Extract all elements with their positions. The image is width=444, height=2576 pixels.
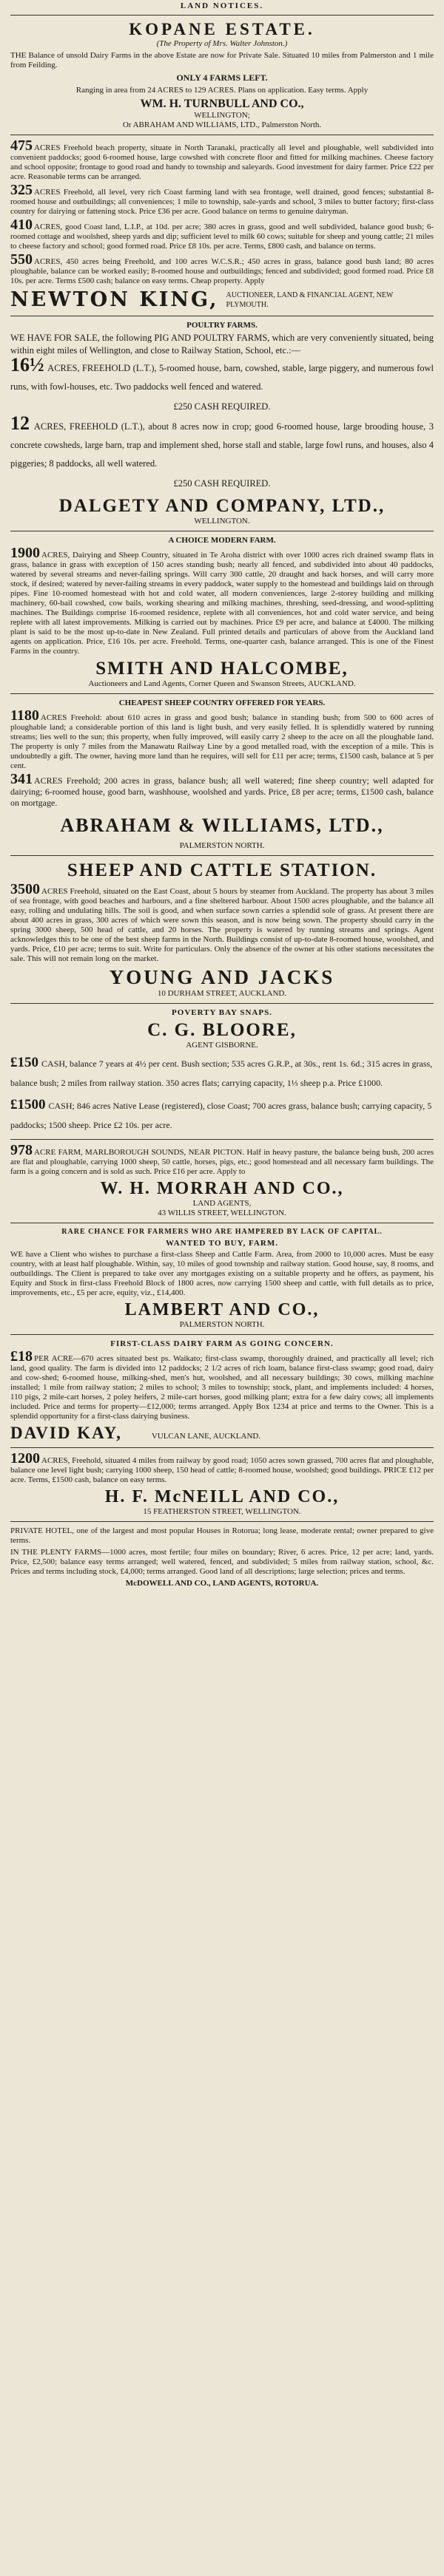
- poultry-farms-ad: [10, 321, 434, 526]
- brand-address: 15 FEATHERSTON STREET, WELLINGTON.: [143, 1507, 301, 1516]
- brand-place: PALMERSTON NORTH.: [179, 841, 265, 850]
- ad-body: £18 PER ACRE—670 acres situated best ps. Waikato; first-class swamp, thoroughly drained, and practically all level; rich land, good quality. The farm is divided into 12 paddocks; 2 1/2 acres of rich loam, balance first-class swamp; good road, dairy and cow-shed; 6-roomed house, milking-shed, men's hut, woolshed, and all necessary buildings; 30 cows, milking machine installed; 1 mile from railway station; 2 miles to school; 3 miles to township; stock, plant, and implements included: 4 horses, 110 pigs, 2 mile-cart horses, 2 poley heifers, 2 mile-cart horses, good milking plant; extra for a few dairy cows; all implements included. Price and terms for property—£12,000; terms arranged. Apply Box 1234 at price and terms to the Owner. This is a splendid opportunity for a first-class dairying business.: [10, 1348, 434, 1421]
- divider: [10, 1003, 434, 1004]
- sheep-cattle-station-ad: [10, 860, 434, 999]
- newspaper-column: [10, 0, 434, 2576]
- rotorua-ad: [10, 1526, 434, 1588]
- kopane-estate-ad: [10, 20, 434, 130]
- divider: [10, 1447, 434, 1448]
- brand-place: PALMERSTON NORTH.: [179, 1320, 265, 1329]
- ad-highlight: ONLY 4 FARMS LEFT.: [176, 72, 268, 83]
- divider: [10, 1334, 434, 1335]
- brand-name: NEWTON KING,: [10, 288, 219, 311]
- ad-title: KOPANE ESTATE.: [129, 20, 315, 38]
- brand-name: YOUNG AND JACKS: [109, 966, 335, 988]
- brand-name: McDOWELL AND CO., LAND AGENTS, ROTORUA.: [125, 1579, 319, 1588]
- listing-341: 341 ACRES Freehold; 200 acres in grass, balance bush; all well watered; fine sheep country; well adapted for dairying; 6-roomed house, good barn, washhouse, woolshed and yards. Price, £8 per acre; terms, £1500 cash, balance on mortgage.: [10, 771, 434, 808]
- ad-subtitle: (The Property of Mrs. Walter Johnston.): [156, 39, 288, 48]
- ad-body: 3500 ACRES Freehold, situated on the East Coast, about 5 hours by steamer from Auckland. The property has about 3 miles of sea frontage, with good beaches and harbours, and a fine sheltered harbour. About 1500 acres ploughable, and the balance all easy, rolling and undulating hills. The soil is good, and when surface sown carries a splendid sole of grass. At present there are about 400 acres in grass, 300 acres of which were sown this season, and is now being sown. The property should carry in the spring 3000 sheep, 500 head of cattle, and 20 horses. The property is watered by running streams and springs. Agent acknowledges this to be one of the best sheep farms in the North. Buildings consist of up-to-date 8-roomed house, woolshed, and yards. Price, £10 per acre; terms to suit. Write for particulars. Only the absence of the owner at his other stations necessitates the sale. This will not remain long on the market.: [10, 881, 434, 963]
- brand-address: VULCAN LANE, AUCKLAND.: [151, 1432, 261, 1441]
- ad-intro: WE HAVE FOR SALE, the following PIG AND POULTRY FARMS, which are very conveniently situated, being within eight miles of Wellington, and close to Railway Station, School, etc.:—: [10, 333, 434, 356]
- listing-475: 475 ACRES Freehold beach property, situate in North Taranaki, practically all level and ploughable, well subdivided into convenient paddocks; good 6-roomed house, large cowshed with concrete floor and fitted for milking machines. Cheese factory and school opposite; frontage to good road and handy to township and saleyards. Good investment for dairy farmer. Price £22 per acre. Reasonable terms can be arranged.: [10, 137, 434, 181]
- alt-agent: Or ABRAHAM AND WILLIAMS, LTD., Palmerston North.: [122, 120, 322, 129]
- morrah-ad: [10, 1144, 434, 1218]
- brand-place: WELLINGTON.: [194, 517, 250, 526]
- dairy-going-concern-ad: [10, 1339, 434, 1443]
- divider: [10, 1521, 434, 1522]
- ad-range: Ranging in area from 24 ACRES to 129 ACRES. Plans on application. Easy terms. Apply: [75, 86, 369, 95]
- cheapest-sheep-country-ad: [10, 699, 434, 851]
- ad-title: POULTRY FARMS.: [186, 321, 258, 330]
- brand-address: 10 DURHAM STREET, AUCKLAND.: [157, 989, 287, 998]
- ad-body: 1200 ACRES, Freehold, situated 4 miles from railway by good road; 1050 acres sown grassed, 700 acres flat and ploughable, balance one level light bush; carrying 1000 sheep, 150 head of cattle; 8-roomed house, woolshed; good buildings. PRICE £12 per acre. Terms, £1500 cash, balance on easy terms.: [10, 1450, 434, 1484]
- ad-header: FIRST-CLASS DAIRY FARM AS GOING CONCERN.: [110, 1339, 334, 1348]
- brand-role: AUCTIONEER, LAND & FINANCIAL AGENT, NEW PLYMOUTH.: [226, 290, 394, 309]
- choice-modern-farm-ad: [10, 536, 434, 689]
- agent-place: WELLINGTON;: [194, 111, 250, 120]
- brand-name: C. G. BLOORE,: [147, 1020, 297, 1040]
- ad-header: POVERTY BAY SNAPS.: [172, 1008, 272, 1017]
- ad-body: WE have a Client who wishes to purchase a first-class Sheep and Cattle Farm. Area, from 2000 to 10,000 acres. Must be easy country, with at least half ploughable. Within, say, 10 miles of good township and railway station. Good house, say, 8 rooms, and outbuildings. The Client is prepared to take over any mortgages existing on a suitable property and he offers, as payment, his Equity and Stock in first-class Freehold Block of 1800 acres, now carrying 1500 sheep and cattle, with full details as to price, improvements, etc., £5 per acre, equity, viz., £14,400.: [10, 1250, 434, 1297]
- cash-note: £250 CASH REQUIRED.: [173, 478, 271, 489]
- listing-150: £150 CASH, balance 7 years at 4½ per cent. Bush section; 535 acres G.R.P., at 30s., rent 1s. 6d.; 315 acres in grass, balance bush; 2 miles from railway station. 350 acres flats; carrying capacity, 1⅓ sheep p.a. Price £1000.: [10, 1055, 433, 1088]
- brand-name: ABRAHAM & WILLIAMS, LTD.,: [60, 815, 384, 836]
- brand-role: AGENT GISBORNE.: [186, 1041, 258, 1050]
- divider: [10, 15, 434, 16]
- divider: [10, 1139, 434, 1140]
- brand-name: W. H. MORRAH AND CO.,: [100, 1179, 344, 1198]
- ad-title: CHEAPEST SHEEP COUNTRY OFFERED FOR YEARS.: [118, 699, 326, 707]
- ad-body: 978 ACRE FARM, MARLBOROUGH SOUNDS, NEAR PICTON. Half in heavy pasture, the balance being bush, 200 acres are flat and ploughable, carrying 1000 sheep, 50 cattle, horses, pigs, etc.; good homestead and all necessary farm buildings. The farm is a going concern and is sold as such. Price £16 per acre. Apply to: [10, 1142, 434, 1176]
- poverty-bay-ad: [10, 1008, 434, 1135]
- newton-king-ad: [10, 137, 434, 311]
- brand-role: LAND AGENTS,: [192, 1199, 252, 1208]
- listing-410: 410 ACRES, good Coast land, L.I.P., at 10d. per acre; 380 acres in grass, good and well subdivided, balance good bush; 6-roomed cottage and woolshed, sheep yards and dip; sufficient level to milk 60 cows; suitable for sheep and young cattle; 21 miles to cheese factory and school; good formed road. Price £8 10s. per acre. Terms, £800 cash, and balance on terms.: [10, 217, 434, 251]
- ad-body: PRIVATE HOTEL, one of the largest and most popular Houses in Rotorua; long lease, moderate rental; owner prepared to give terms.: [10, 1526, 434, 1545]
- ad-title: A CHOICE MODERN FARM.: [168, 536, 276, 545]
- brand-name: H. F. McNEILL AND CO.,: [104, 1487, 340, 1506]
- lambert-ad: [10, 1228, 434, 1330]
- listing-16: 16½ ACRES, FREEHOLD (L.T.), 5-roomed house, barn, cowshed, stable, large piggery, and numerous fowl runs, with fowl-houses, etc. Two paddocks well fenced and watered.: [10, 354, 434, 392]
- ad-title: SHEEP AND CATTLE STATION.: [67, 860, 377, 880]
- ad-body: THE Balance of unsold Dairy Farms in the above Estate are now for Private Sale. Situated 10 miles from Palmerston and 1 mile from Feilding.: [10, 51, 434, 69]
- ad-body: 1900 ACRES, Dairying and Sheep Country, situated in Te Aroha district with over 1000 acres rich drained swamp flats in grass, balance in grass with exception of 150 acres standing bush; nearly all fenced, and subdivided into about 40 paddocks, watered by several streams and never-failing springs. Will carry 300 cattle, 20 draught and hack horses, and will carry more stock, if desired; watered by never-failing streams in every paddock, water supply to the homestead and buildings laid on through pipes. Fine 10-roomed homestead with hot and cold water, all modern conveniences, large 2-storey building and milking machinery, 60-bail cowshed, cow bails, working shearing and milking machines, threshing, seed-dressing, and wood-splitting machines. The Buildings comprise 16-roomed residence, replete with all conveniences, hot and cold water service, and being replete with all latest improvements. Milking is carried out by machines. Price £9 per acre, and balance at £4000. The milking plant is said to be the most up-to-date in New Zealand. Full printed details and particulars of above from the Auckland land agents on application. Price, £16 10s. per acre. Freehold. Terms, one-quarter cash, balance arranged. This is one of the Finest Farms in the country.: [10, 545, 434, 656]
- ad-detail: IN THE PLENTY FARMS—1000 acres, most fertile; four miles on boundary; River, 6 acres. Price, 12 per acre; land, yards. Price, £2,500; balance easy terms arranged; well watered, fenced, and subdivided; 5 miles from railway station, school, &c. Prices and terms including stock, £4,000; terms arranged. Good land of all descriptions; large selection; prices and terms.: [10, 1548, 434, 1576]
- brand-name: SMITH AND HALCOMBE,: [95, 659, 349, 679]
- ad-subheader: WANTED TO BUY, FARM.: [166, 1239, 278, 1248]
- brand-name: DAVID KAY,: [10, 1424, 122, 1442]
- brand-address: Auctioneers and Land Agents, Corner Queen and Swanson Streets, AUCKLAND.: [88, 679, 356, 688]
- listing-550: 550 ACRES, 450 acres being Freehold, and 100 acres W.C.S.R.; 450 acres in grass, balance good bush land; 80 acres ploughable, balance can be worked easily; 8-roomed house and outbuildings; fenced and subdivided; good formed road. Price £8 10s. per acre. Terms £500 cash; balance on easy terms. Cheap property. Apply: [10, 251, 434, 285]
- divider: [10, 693, 434, 694]
- listing-325: 325 ACRES Freehold, all level, very rich Coast farming land with sea frontage, well drained, good fences; substantial 8-roomed house and outbuildings; all conveniences; 1 mile to township, sale-yards and school, 3 miles to butter factory; first-class country for dairying or fattening stock. Price £36 per acre. Good balance on terms to genuine dairyman.: [10, 182, 434, 216]
- brand-address: 43 WILLIS STREET, WELLINGTON.: [158, 1209, 286, 1217]
- mcneill-ad: [10, 1452, 434, 1517]
- ad-header: RARE CHANCE FOR FARMERS WHO ARE HAMPERED BY LACK OF CAPITAL.: [61, 1228, 383, 1236]
- divider: [10, 855, 434, 856]
- agent-name: WM. H. TURNBULL AND CO.,: [140, 98, 304, 110]
- brand-name: DALGETY AND COMPANY, LTD.,: [58, 496, 386, 516]
- cash-note: £250 CASH REQUIRED.: [173, 401, 271, 412]
- listing-1180: 1180 ACRES Freehold: about 610 acres in grass and good bush; balance in standing bush; from 500 to 600 acres of ploughable land; a considerable portion of this land is light bush, and very easily felled. It is splendidly watered by running streams; lies well to the sun; this property, when fully improved, will easily carry 2 sheep to the acre on all the ploughable land. The property is only 7 miles from the Manawatu Railway Line by a good metalled road, with the exception of a mile. This is undoubtedly a gift. The owner, having more land than he requires, will sell for £11 per acre; terms, £1500 cash, balance at 5 per cent.: [10, 707, 434, 770]
- listing-12: 12 ACRES, FREEHOLD (L.T.), about 8 acres now in crop; good 6-roomed house, large brooding house, 3 concrete cowsheds, large barn, trap and implement shed, horse stall and stable, large fowl runs, and houses, also 4 piggeries; 8 paddocks, all well watered.: [10, 412, 434, 469]
- section-header: LAND NOTICES.: [180, 1, 264, 10]
- brand-name: LAMBERT AND CO.,: [124, 1300, 320, 1319]
- listing-1500: £1500 CASH; 846 acres Native Lease (registered), close Coast; 700 acres grass, balance bush; carrying capacity, 5 paddocks; 1500 sheep. Price £2 10s. per acre.: [10, 1097, 432, 1130]
